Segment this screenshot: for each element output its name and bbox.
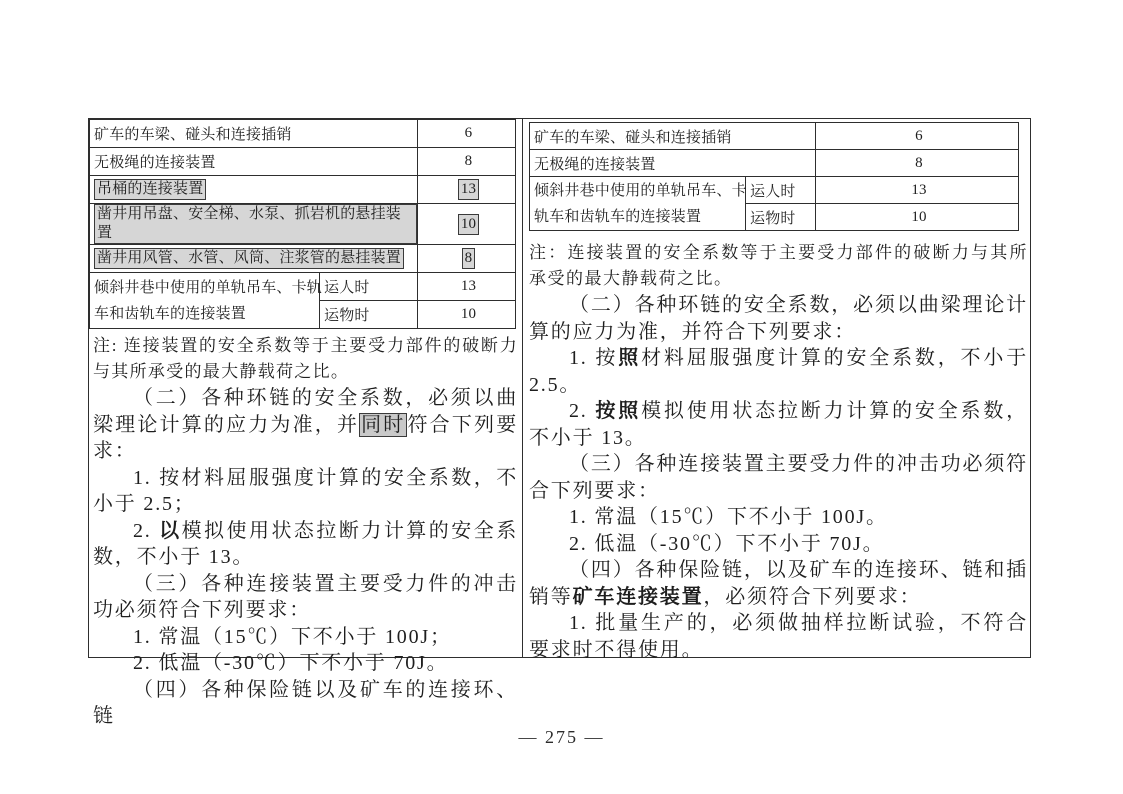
paragraph bbox=[529, 504, 1028, 531]
paragraph bbox=[529, 451, 1028, 504]
bold-text: 按照 bbox=[595, 400, 642, 422]
table-cell-condition: 运人时 bbox=[746, 177, 816, 204]
bold-text: 照 bbox=[618, 347, 642, 369]
table-cell-value: 13 bbox=[418, 273, 516, 301]
text-segment: 材料屈服强度计算的安全系数，不小于 2.5。 bbox=[529, 347, 1028, 396]
table-cell-value: 6 bbox=[816, 123, 1019, 150]
paragraph bbox=[93, 571, 518, 624]
text-segment: 1. 常温（15℃）下不小于 100J。 bbox=[569, 506, 888, 528]
table-row bbox=[90, 120, 516, 148]
paragraph bbox=[93, 465, 518, 518]
label-line: 轨车和齿轨车的连接装置 bbox=[534, 208, 702, 225]
text-segment: （三）各种连接装置主要受力件的冲击功必须符合下列要求： bbox=[93, 572, 518, 621]
table-cell-label: 无极绳的连接装置 bbox=[530, 150, 816, 177]
table-row bbox=[530, 150, 1019, 177]
note-paragraph: 注: 连接装置的安全系数等于主要受力部件的破断力与其所承受的最大静载荷之比。 bbox=[93, 336, 518, 381]
page-number: — 275 — bbox=[518, 727, 605, 747]
comparison-table bbox=[88, 118, 1031, 727]
paragraph bbox=[93, 677, 518, 730]
left-column-old-text bbox=[89, 119, 523, 727]
paragraph bbox=[93, 650, 518, 677]
label-line: 车和齿轨车的连接装置 bbox=[94, 305, 247, 322]
deleted-text-box: 10 bbox=[458, 214, 479, 235]
table-row bbox=[530, 177, 1019, 204]
text-segment: 1. 按 bbox=[569, 347, 619, 369]
text-segment: 2. 低温（-30℃）下不小于 70J。 bbox=[569, 532, 885, 555]
table-cell-label bbox=[90, 273, 323, 329]
text-segment: 符合下列要求： bbox=[93, 413, 518, 462]
table-cell-value: 10 bbox=[418, 301, 516, 329]
text-segment: （二）各种环链的安全系数，必须以曲梁理论计算的应力为准，并符合下列要求： bbox=[529, 294, 1028, 343]
text-segment: 2. bbox=[133, 519, 160, 542]
table-cell-value: 6 bbox=[418, 120, 516, 148]
table-row bbox=[90, 245, 516, 273]
note-paragraph: 注：连接装置的安全系数等于主要受力部件的破断力与其所承受的最大静载荷之比。 bbox=[529, 243, 1028, 288]
deleted-text-box: 凿井用吊盘、安全梯、水泵、抓岩机的悬挂装置 bbox=[94, 204, 417, 244]
text-segment: （四）各种保险链，以及矿车的连接环、链和插销等 bbox=[529, 559, 1028, 608]
left-paragraphs-mount bbox=[93, 385, 518, 730]
deleted-text-box: 吊桶的连接装置 bbox=[94, 179, 206, 200]
text-segment: （二）各种环链的安全系数，必须以曲梁理论计算的应力为准，并 bbox=[93, 387, 518, 436]
text-segment: 1. 按材料屈服强度计算的安全系数，不小于 2.5； bbox=[93, 466, 518, 515]
table-cell-value: 13 bbox=[816, 177, 1019, 204]
table-cell-label: 矿车的车梁、碰头和连接插销 bbox=[90, 120, 418, 148]
label-line: 倾斜井巷中使用的单轨吊车、卡轨 bbox=[94, 279, 323, 296]
text-segment: （三）各种连接装置主要受力件的冲击功必须符合下列要求： bbox=[529, 453, 1028, 502]
text-segment: （四）各种保险链以及矿车的连接环、链 bbox=[93, 678, 518, 727]
table-cell-condition: 运物时 bbox=[746, 204, 816, 231]
safety-factor-table bbox=[529, 122, 1019, 231]
deleted-text-box: 凿井用风管、水管、风筒、注浆管的悬挂装置 bbox=[94, 248, 404, 269]
paragraph bbox=[93, 385, 518, 465]
text-segment: 模拟使用状态拉断力计算的安全系数，不小于 13。 bbox=[93, 519, 518, 568]
text-segment: 1. 常温（15℃）下不小于 100J； bbox=[133, 625, 452, 648]
paragraph bbox=[529, 292, 1028, 345]
text-segment: 模拟使用状态拉断力计算的安全系数，不小于 13。 bbox=[529, 400, 1028, 449]
paragraph bbox=[529, 557, 1028, 610]
table-row bbox=[90, 176, 516, 204]
paragraph bbox=[93, 518, 518, 571]
table-cell-value: 8 bbox=[418, 148, 516, 176]
bold-text: 以 bbox=[159, 519, 182, 542]
left-text-block bbox=[89, 333, 522, 730]
table-cell-condition: 运人时 bbox=[320, 273, 418, 301]
paragraph bbox=[529, 398, 1028, 451]
text-segment: 1. 批量生产的，必须做抽样拉断试验，不符合要求时不得使用。 bbox=[529, 612, 1028, 661]
text-segment: ，必须符合下列要求： bbox=[703, 585, 922, 608]
deleted-text-box: 13 bbox=[458, 179, 479, 200]
table-cell-label bbox=[530, 177, 746, 231]
table-row bbox=[90, 148, 516, 176]
table-cell-value bbox=[418, 204, 516, 245]
table-cell-label bbox=[90, 204, 418, 245]
paragraph bbox=[529, 531, 1028, 558]
text-segment: 2. bbox=[569, 400, 596, 422]
table-row bbox=[90, 204, 516, 245]
right-text-block bbox=[523, 240, 1028, 663]
table-row bbox=[90, 273, 516, 301]
table-cell-value: 10 bbox=[816, 204, 1019, 231]
safety-factor-table bbox=[89, 119, 516, 329]
table-cell-condition: 运物时 bbox=[320, 301, 418, 329]
right-paragraphs-mount bbox=[529, 292, 1028, 663]
table-cell-label: 矿车的车梁、碰头和连接插销 bbox=[530, 123, 816, 150]
paragraph bbox=[529, 610, 1028, 663]
right-safety-factor-table-mount bbox=[523, 122, 1030, 231]
table-cell-label bbox=[90, 245, 418, 273]
label-line: 倾斜井巷中使用的单轨吊车、卡 bbox=[534, 182, 747, 199]
highlighted-text: 同时 bbox=[361, 413, 406, 436]
bold-text: 矿车连接装置 bbox=[572, 585, 704, 608]
paragraph bbox=[529, 345, 1028, 398]
paragraph bbox=[93, 624, 518, 651]
table-cell-label bbox=[90, 176, 418, 204]
left-safety-factor-table-mount bbox=[89, 119, 522, 329]
table-cell-value bbox=[418, 245, 516, 273]
table-cell-value bbox=[418, 176, 516, 204]
right-column-new-text bbox=[523, 119, 1030, 661]
table-row bbox=[530, 123, 1019, 150]
table-cell-label: 无极绳的连接装置 bbox=[90, 148, 418, 176]
table-cell-value: 8 bbox=[816, 150, 1019, 177]
text-segment: 2. 低温（-30℃）下不小于 70J。 bbox=[133, 652, 449, 674]
deleted-text-box: 8 bbox=[462, 248, 476, 269]
